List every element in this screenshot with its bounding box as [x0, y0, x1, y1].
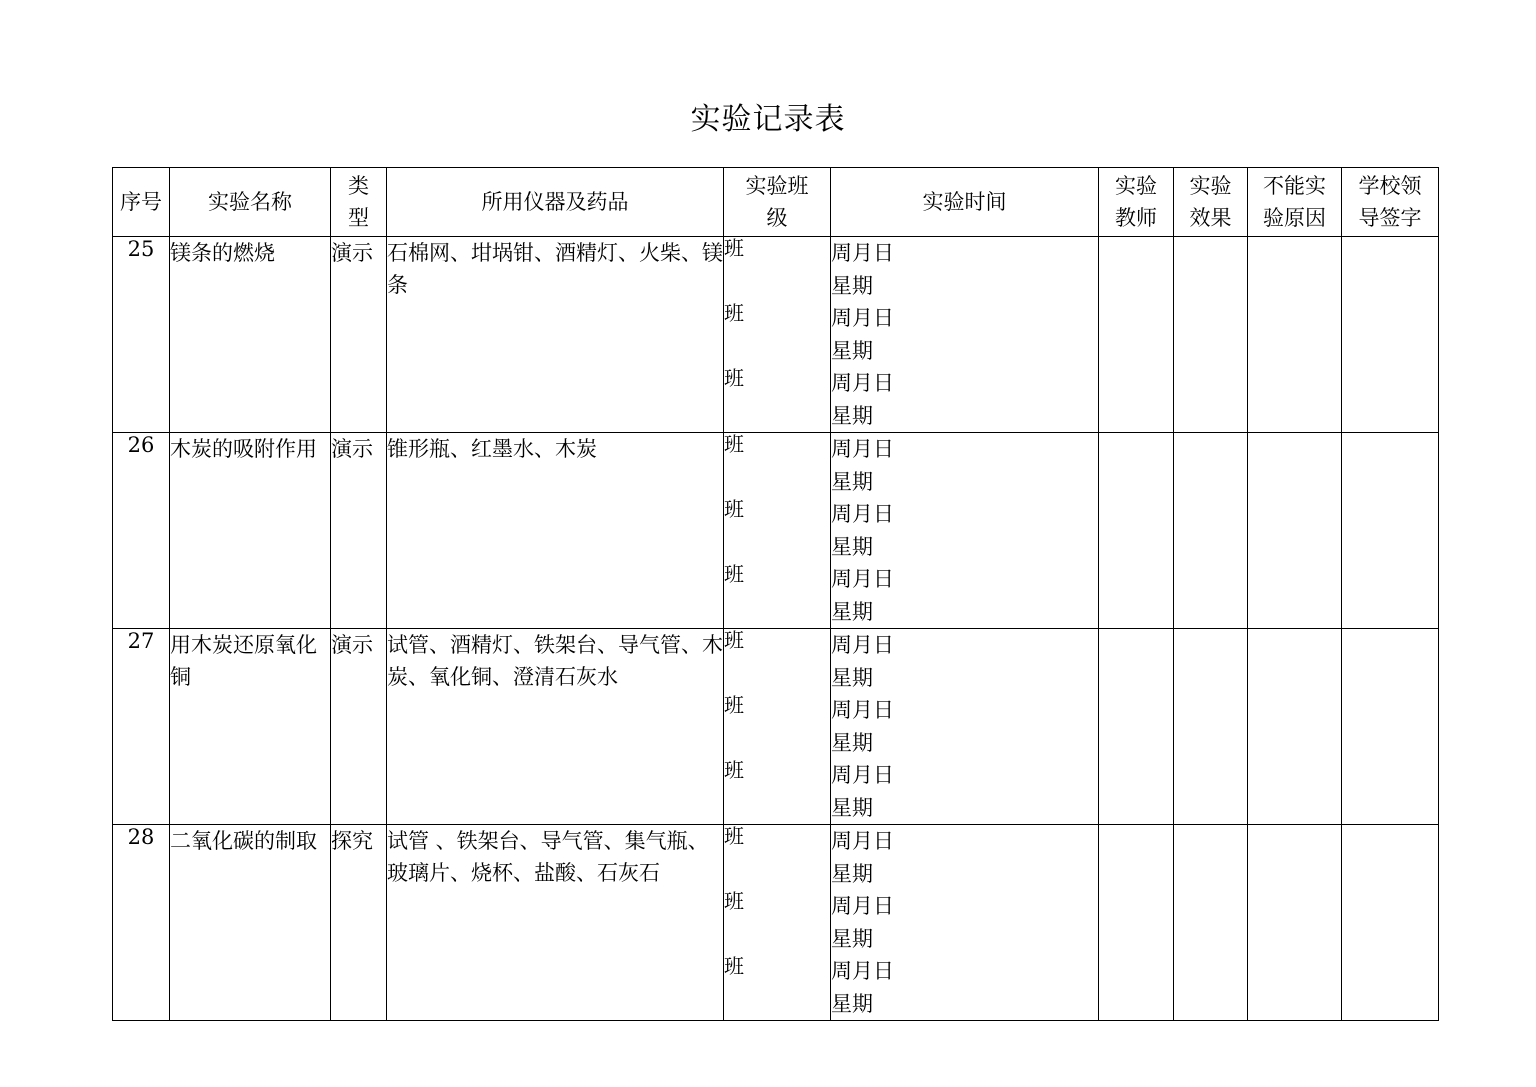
time-weekday-label: 星期 — [831, 665, 873, 690]
equipment-list: 锥形瓶、红墨水、木炭 — [387, 433, 724, 629]
header-time: 实验时间 — [831, 168, 1099, 237]
time-weekday-label: 星期 — [831, 338, 873, 363]
time-weekday-label: 星期 — [831, 599, 873, 624]
time-cell — [831, 433, 1099, 629]
class-label: 班 — [724, 236, 744, 260]
time-cell — [831, 237, 1099, 433]
class-cell — [724, 825, 831, 1021]
table-row — [113, 433, 1439, 629]
header-teacher: 实验教师 — [1099, 168, 1174, 237]
sign-cell — [1342, 237, 1439, 433]
time-date-label: 周月日 — [831, 763, 894, 787]
time-date-label: 周月日 — [831, 306, 894, 330]
class-label: 班 — [724, 628, 744, 652]
header-row — [113, 168, 1439, 237]
time-date-label: 周月日 — [831, 698, 894, 722]
reason-cell — [1248, 237, 1342, 433]
effect-cell — [1174, 433, 1248, 629]
header-effect: 实验效果 — [1174, 168, 1248, 237]
page-title: 实验记录表 — [690, 102, 846, 137]
sign-cell — [1342, 433, 1439, 629]
time-date-label: 周月日 — [831, 829, 894, 853]
table-row — [113, 237, 1439, 433]
table-row — [113, 825, 1439, 1021]
class-label: 班 — [724, 954, 744, 978]
class-cell — [724, 433, 831, 629]
time-date-label: 周月日 — [831, 241, 894, 265]
time-date-label: 周月日 — [831, 371, 894, 395]
header-equipment: 所用仪器及药品 — [387, 168, 724, 237]
experiment-name: 用木炭还原氧化铜 — [170, 629, 331, 825]
class-cell — [724, 629, 831, 825]
time-date-label: 周月日 — [831, 437, 894, 461]
teacher-cell — [1099, 629, 1174, 825]
row-seq: 28 — [113, 825, 170, 1021]
time-date-label: 周月日 — [831, 502, 894, 526]
class-label: 班 — [724, 366, 744, 390]
experiment-name: 木炭的吸附作用 — [170, 433, 331, 629]
class-cell — [724, 237, 831, 433]
experiment-name: 二氧化碳的制取 — [170, 825, 331, 1021]
class-label: 班 — [724, 301, 744, 325]
experiment-type: 演示 — [331, 629, 387, 825]
header-name: 实验名称 — [170, 168, 331, 237]
equipment-list: 试管、酒精灯、铁架台、导气管、木炭、氧化铜、澄清石灰水 — [387, 629, 724, 825]
time-date-label: 周月日 — [831, 567, 894, 591]
teacher-cell — [1099, 825, 1174, 1021]
time-weekday-label: 星期 — [831, 469, 873, 494]
sign-cell — [1342, 825, 1439, 1021]
header-class: 实验班级 — [724, 168, 831, 237]
equipment-list: 石棉网、坩埚钳、酒精灯、火柴、镁条 — [387, 237, 724, 433]
experiment-type: 探究 — [331, 825, 387, 1021]
class-label: 班 — [724, 562, 744, 586]
class-label: 班 — [724, 693, 744, 717]
experiment-name: 镁条的燃烧 — [170, 237, 331, 433]
time-weekday-label: 星期 — [831, 534, 873, 559]
header-seq: 序号 — [113, 168, 170, 237]
time-weekday-label: 星期 — [831, 730, 873, 755]
time-weekday-label: 星期 — [831, 926, 873, 951]
effect-cell — [1174, 237, 1248, 433]
time-weekday-label: 星期 — [831, 991, 873, 1016]
row-seq: 27 — [113, 629, 170, 825]
reason-cell — [1248, 629, 1342, 825]
reason-cell — [1248, 433, 1342, 629]
class-label: 班 — [724, 824, 744, 848]
class-label: 班 — [724, 758, 744, 782]
reason-cell — [1248, 825, 1342, 1021]
teacher-cell — [1099, 237, 1174, 433]
time-date-label: 周月日 — [831, 894, 894, 918]
experiment-type: 演示 — [331, 433, 387, 629]
time-cell — [831, 825, 1099, 1021]
table-row — [113, 629, 1439, 825]
effect-cell — [1174, 825, 1248, 1021]
row-seq: 25 — [113, 237, 170, 433]
class-label: 班 — [724, 497, 744, 521]
header-reason: 不能实验原因 — [1248, 168, 1342, 237]
time-weekday-label: 星期 — [831, 403, 873, 428]
effect-cell — [1174, 629, 1248, 825]
class-label: 班 — [724, 432, 744, 456]
experiment-record-table — [112, 167, 1439, 1021]
time-date-label: 周月日 — [831, 959, 894, 983]
header-sign: 学校领导签字 — [1342, 168, 1439, 237]
time-weekday-label: 星期 — [831, 273, 873, 298]
time-weekday-label: 星期 — [831, 795, 873, 820]
time-weekday-label: 星期 — [831, 861, 873, 886]
time-date-label: 周月日 — [831, 633, 894, 657]
experiment-type: 演示 — [331, 237, 387, 433]
time-cell — [831, 629, 1099, 825]
header-type: 类型 — [331, 168, 387, 237]
teacher-cell — [1099, 433, 1174, 629]
class-label: 班 — [724, 889, 744, 913]
row-seq: 26 — [113, 433, 170, 629]
sign-cell — [1342, 629, 1439, 825]
equipment-list: 试管 、铁架台、导气管、集气瓶、玻璃片、烧杯、盐酸、石灰石 — [387, 825, 724, 1021]
